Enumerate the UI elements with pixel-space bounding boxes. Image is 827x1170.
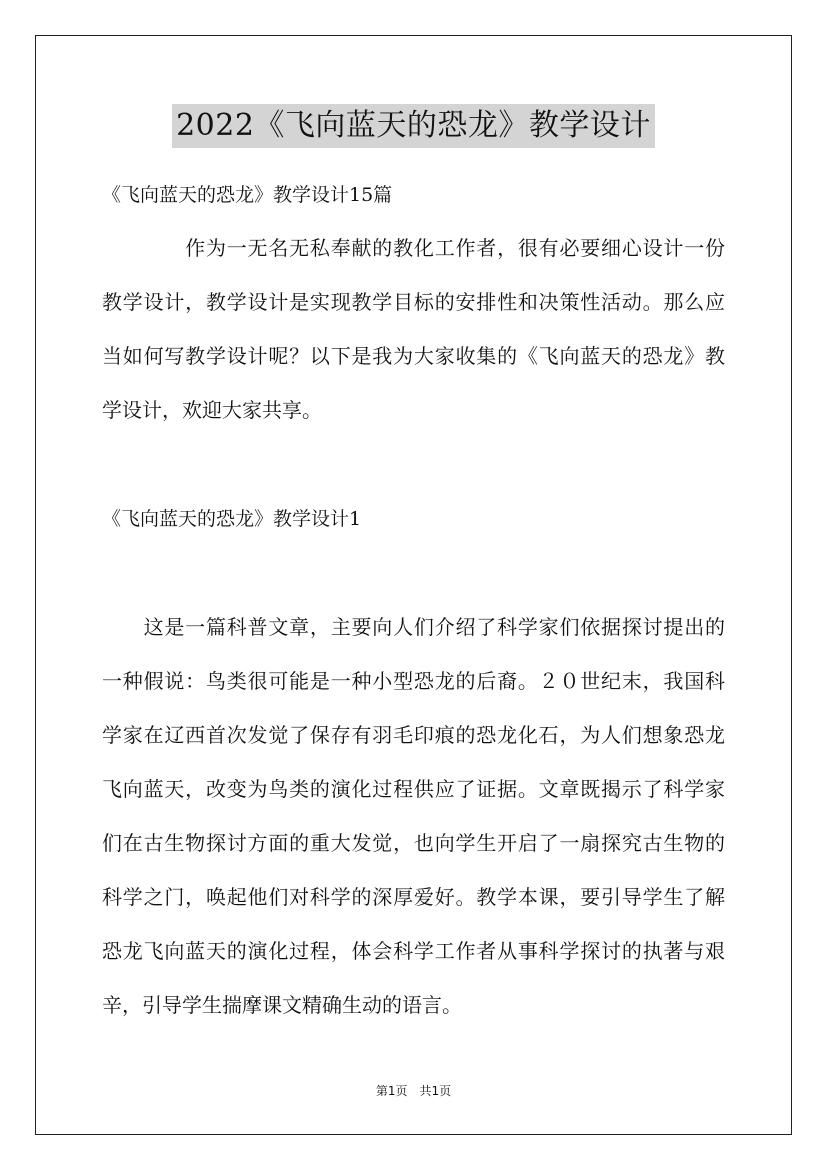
body-line: 辛，引导学生揣摩课文精确生动的语言。 [102, 993, 462, 1017]
intro-line: 作为一无名无私奉献的教化工作者，很有必要细心设计一份 [102, 236, 725, 260]
document-subtitle: 《飞向蓝天的恐龙》教学设计15篇 [102, 184, 393, 206]
page-footer: 第1页 共1页 [375, 1084, 452, 1098]
intro-line: 学设计，欢迎大家共享。 [102, 398, 322, 422]
intro-line: 当如何写教学设计呢？以下是我为大家收集的《飞向蓝天的恐龙》教 [102, 344, 725, 368]
section-heading: 《飞向蓝天的恐龙》教学设计1 [102, 508, 362, 530]
document-title: 2022《飞向蓝天的恐龙》教学设计 [172, 104, 655, 148]
body-line: 们在古生物探讨方面的重大发觉，也向学生开启了一扇探究古生物的 [102, 831, 725, 855]
body-line: 学家在辽西首次发觉了保存有羽毛印痕的恐龙化石，为人们想象恐龙 [102, 723, 725, 747]
body-line: 恐龙飞向蓝天的演化过程，体会科学工作者从事科学探讨的执著与艰 [102, 939, 725, 963]
body-line: 这是一篇科普文章，主要向人们介绍了科学家们依据探讨提出的 [102, 615, 725, 639]
intro-line: 教学设计，教学设计是实现教学目标的安排性和决策性活动。那么应 [102, 290, 725, 314]
body-line: 科学之门，唤起他们对科学的深厚爱好。教学本课，要引导学生了解 [102, 885, 725, 909]
body-line: 一种假说：鸟类很可能是一种小型恐龙的后裔。２０世纪末，我国科 [102, 669, 725, 693]
title-container [0, 104, 827, 148]
body-line: 飞向蓝天，改变为鸟类的演化过程供应了证据。文章既揭示了科学家 [102, 777, 725, 801]
